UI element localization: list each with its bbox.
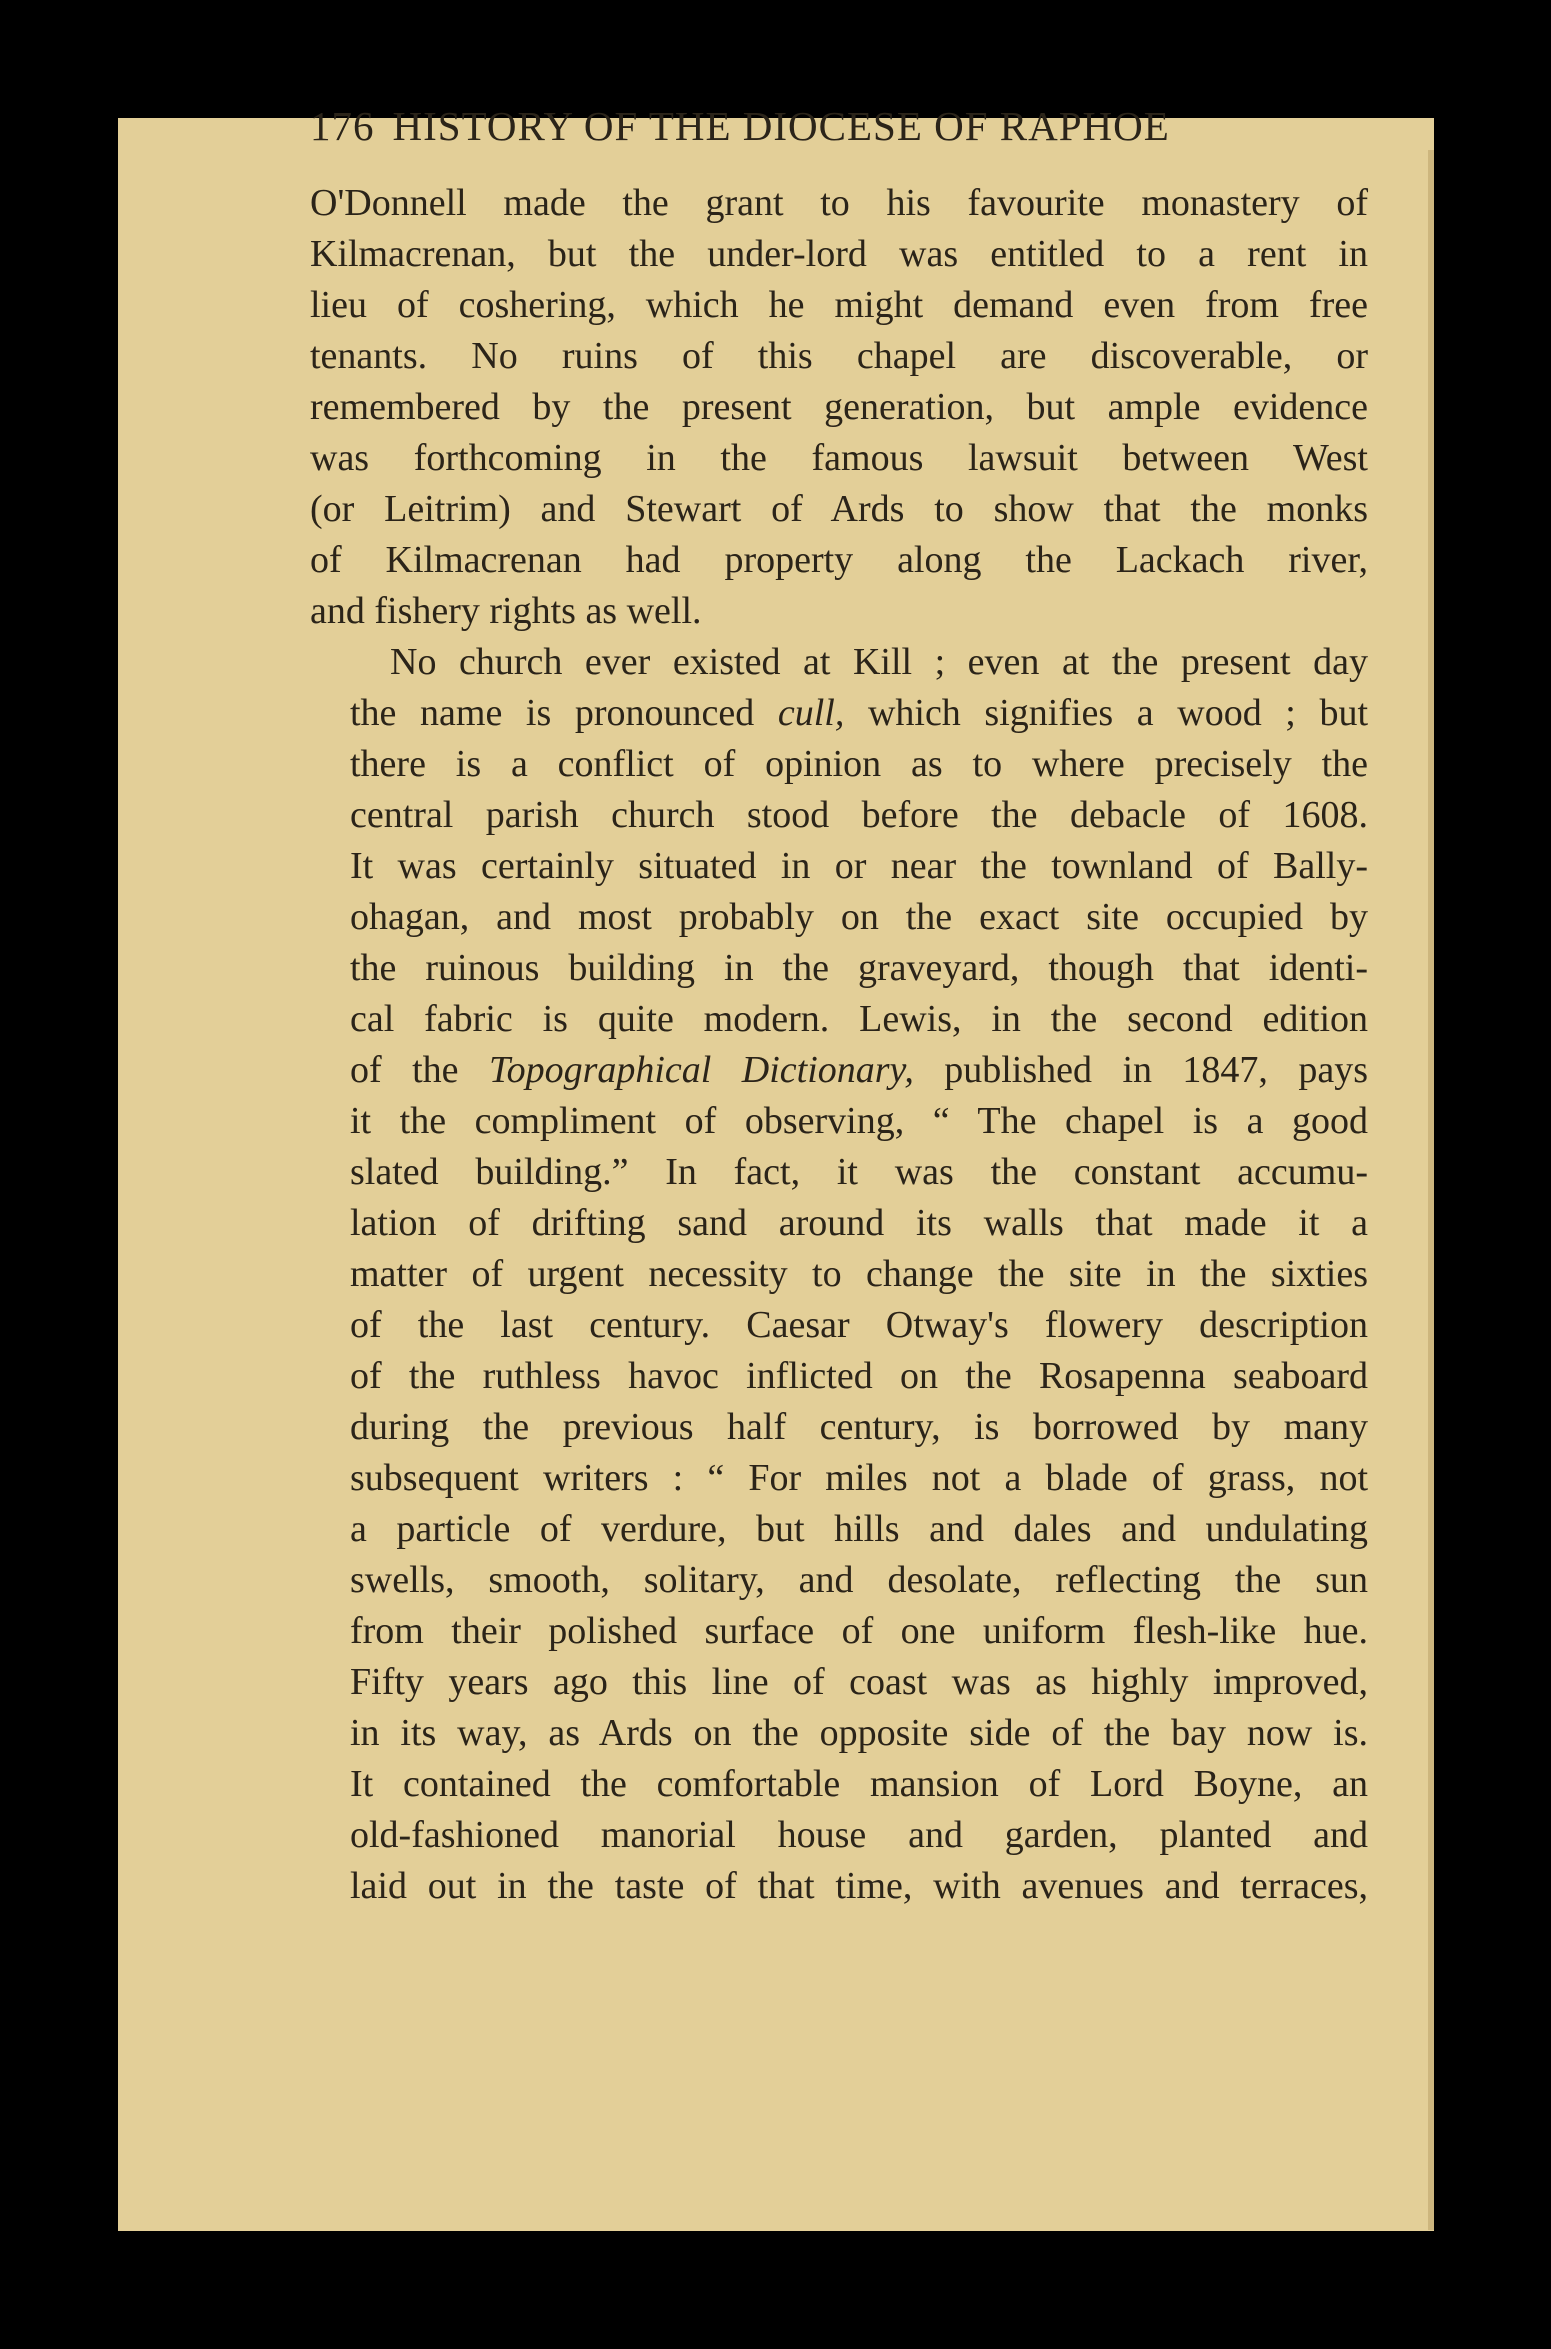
text-segment: published in 1847, pays — [913, 1049, 1369, 1091]
text-line: it the compliment of observing, “ The chapel is a good — [350, 1100, 1368, 1142]
text-line: slated building.” In fact, it was the constant accumu- — [350, 1151, 1368, 1193]
running-title: HISTORY OF THE DIOCESE OF RAPHOE — [392, 103, 1170, 149]
text-line: a particle of verdure, but hills and dales and undulating — [350, 1508, 1368, 1550]
text-line: central parish church stood before the debacle of 1608. — [350, 794, 1368, 836]
text-line: and fishery rights as well. — [310, 590, 702, 632]
text-line: Fifty years ago this line of coast was as highly improved, — [350, 1661, 1368, 1703]
text-line: was forthcoming in the famous lawsuit between West — [310, 437, 1368, 479]
text-line: tenants. No ruins of this chapel are discoverable, or — [310, 335, 1368, 377]
text-line: (or Leitrim) and Stewart of Ards to show that the monks — [310, 488, 1368, 530]
text-segment: of the — [350, 1049, 489, 1091]
text-line: lieu of coshering, which he might demand even from free — [310, 284, 1368, 326]
text-line: of the ruthless havoc inflicted on the Rosapenna seaboard — [350, 1355, 1368, 1397]
running-header — [310, 96, 1490, 156]
body-text — [310, 178, 1368, 1912]
text-line: during the previous half century, is borrowed by many — [350, 1406, 1368, 1448]
text-line: of the last century. Caesar Otway's flowery description — [350, 1304, 1368, 1346]
text-line: of Kilmacrenan had property along the Lackach river, — [310, 539, 1368, 581]
text-line-with-italic — [310, 1045, 1368, 1096]
italic-title-topographical-dictionary: Topographical Dictionary, — [488, 1049, 914, 1091]
text-line: the ruinous building in the graveyard, though that identi- — [350, 947, 1368, 989]
text-line: swells, smooth, solitary, and desolate, reflecting the sun — [350, 1559, 1368, 1601]
text-line: matter of urgent necessity to change the site in the sixties — [350, 1253, 1368, 1295]
paragraph-2 — [310, 637, 1368, 1912]
text-line: O'Donnell made the grant to his favourite monastery of — [310, 182, 1368, 224]
text-line: cal fabric is quite modern. Lewis, in the second edition — [350, 998, 1368, 1040]
text-line: from their polished surface of one uniform flesh-like hue. — [350, 1610, 1368, 1652]
text-line: subsequent writers : “ For miles not a blade of grass, not — [350, 1457, 1368, 1499]
text-line: It was certainly situated in or near the townland of Bally- — [350, 845, 1368, 887]
paragraph-1 — [310, 178, 1368, 637]
text-segment: which signifies a wood ; but — [844, 692, 1369, 734]
text-line: No church ever existed at Kill ; even at the present day — [390, 641, 1368, 683]
text-line: remembered by the present generation, but ample evidence — [310, 386, 1368, 428]
text-line-with-italic — [310, 688, 1368, 739]
text-line: in its way, as Ards on the opposite side of the bay now is. — [350, 1712, 1368, 1754]
text-segment: the name is pronounced — [350, 692, 778, 734]
text-line: laid out in the taste of that time, with avenues and terraces, — [350, 1865, 1368, 1907]
text-line: It contained the comfortable mansion of Lord Boyne, an — [350, 1763, 1368, 1805]
text-line: old-fashioned manorial house and garden, planted and — [350, 1814, 1368, 1856]
page-edge-shadow — [1428, 150, 1434, 2230]
page-number: 176 — [310, 103, 375, 149]
text-line: there is a conflict of opinion as to where precisely the — [350, 743, 1368, 785]
text-line: lation of drifting sand around its walls that made it a — [350, 1202, 1368, 1244]
italic-word-cull: cull, — [777, 692, 845, 734]
text-line: Kilmacrenan, but the under-lord was entitled to a rent in — [310, 233, 1368, 275]
text-line: ohagan, and most probably on the exact site occupied by — [350, 896, 1368, 938]
